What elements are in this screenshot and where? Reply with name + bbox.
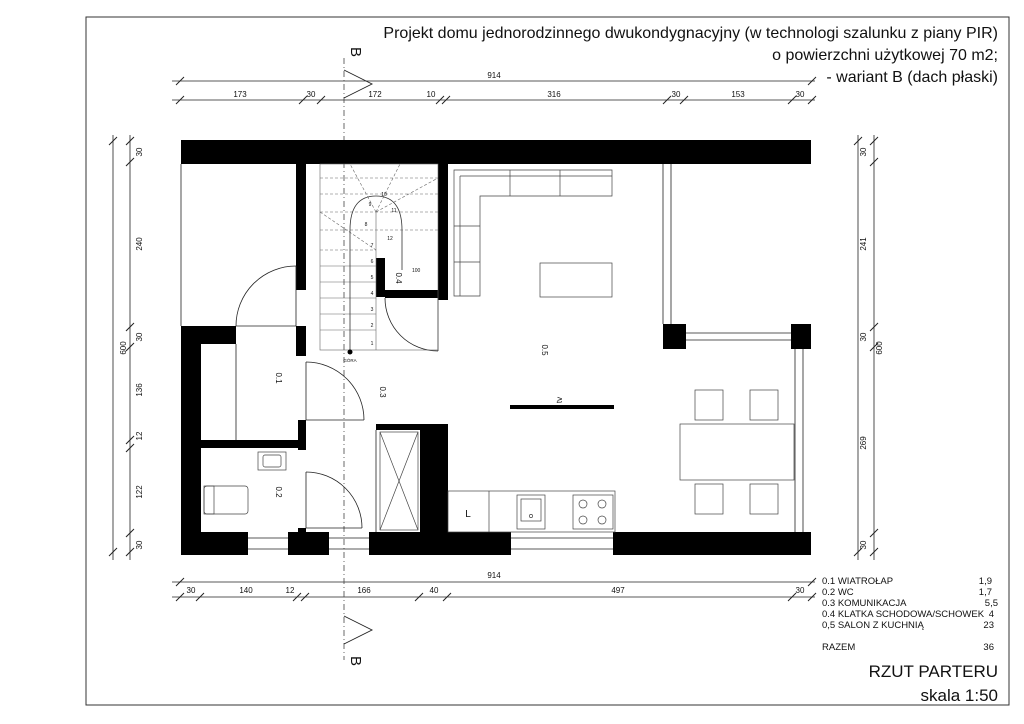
dim-top-seg: 153 bbox=[731, 90, 745, 99]
stair-number: 12 bbox=[387, 236, 393, 242]
stair-number: 7 bbox=[370, 243, 374, 249]
dim-right-seg: 269 bbox=[859, 436, 868, 450]
legend-row bbox=[822, 598, 998, 609]
plan-title: RZUT PARTERU bbox=[868, 662, 998, 681]
legend-label: 0.2 WC bbox=[822, 587, 854, 598]
legend-value: 5,5 bbox=[984, 598, 998, 609]
dining-chair bbox=[695, 484, 723, 514]
dim-bottom-seg: 166 bbox=[357, 586, 371, 595]
room-label-0.2: 0.2 bbox=[274, 486, 283, 498]
legend-value: 23 bbox=[983, 620, 994, 631]
legend-row bbox=[822, 576, 998, 587]
legend-value: 1,7 bbox=[978, 587, 992, 598]
room-label-0.5: 0.5 bbox=[540, 344, 549, 356]
plan-scale: skala 1:50 bbox=[920, 686, 998, 705]
kitchen-counter bbox=[448, 491, 615, 532]
room-label-0.1: 0.1 bbox=[274, 372, 283, 384]
coffee-table bbox=[540, 263, 612, 297]
dim-bottom-seg: 30 bbox=[186, 586, 196, 595]
stair-number: 10 bbox=[381, 192, 387, 198]
tv-unit bbox=[510, 405, 614, 409]
legend-value: 4 bbox=[988, 609, 994, 620]
legend-total-label: RAZEM bbox=[822, 642, 856, 653]
room-label-0.4: 0.4 bbox=[394, 272, 403, 284]
stairs-up-label: GÓRA bbox=[343, 358, 357, 363]
dining-chair bbox=[695, 390, 723, 420]
dim-bottom-seg: 40 bbox=[429, 586, 439, 595]
dim-top-seg: 172 bbox=[368, 90, 382, 99]
legend-value: 1,9 bbox=[978, 576, 992, 587]
stair-number: 4 bbox=[370, 291, 374, 297]
room-label-0.3: 0.3 bbox=[378, 386, 387, 398]
dim-right-seg: 30 bbox=[859, 332, 868, 342]
dining-chair bbox=[750, 390, 778, 420]
dim-left-seg: 30 bbox=[135, 332, 144, 342]
project-title-line3: - wariant B (dach płaski) bbox=[826, 69, 998, 86]
dim-top-seg: 30 bbox=[795, 90, 805, 99]
dim-bottom-seg: 497 bbox=[611, 586, 625, 595]
dim-right-seg: 30 bbox=[859, 147, 868, 157]
staircase bbox=[320, 164, 438, 350]
project-title-line2: o powierzchni użytkowej 70 m2; bbox=[772, 47, 998, 64]
sofa bbox=[454, 170, 612, 296]
dim-left-seg: 30 bbox=[135, 540, 144, 550]
dim-top-total: 914 bbox=[487, 71, 501, 80]
dim-bottom-seg: 12 bbox=[285, 586, 295, 595]
legend-total-value: 36 bbox=[983, 642, 994, 653]
stair-number: 5 bbox=[370, 275, 374, 281]
dining-chair bbox=[750, 484, 778, 514]
dim-top-seg: 30 bbox=[306, 90, 316, 99]
dim-left-seg: 12 bbox=[135, 431, 144, 441]
legend-row bbox=[822, 620, 998, 631]
dim-left-seg: 122 bbox=[135, 485, 144, 499]
dim-right-total: 600 bbox=[875, 341, 884, 355]
legend-total-row bbox=[822, 642, 998, 653]
dim-right-seg: 30 bbox=[859, 540, 868, 550]
legend-label: 0.1 WIATROŁAP bbox=[822, 576, 894, 587]
stair-number: 2 bbox=[370, 323, 374, 329]
legend-label: 0,5 SALON Z KUCHNIĄ bbox=[822, 620, 924, 631]
laundry-label: L bbox=[465, 509, 471, 520]
legend-label: 0.4 KLATKA SCHODOWA/SCHOWEK bbox=[822, 609, 985, 620]
dim-bottom-seg: 140 bbox=[239, 586, 253, 595]
stair-number: 3 bbox=[370, 307, 374, 313]
furniture bbox=[204, 170, 794, 532]
dim-top-seg: 316 bbox=[547, 90, 561, 99]
dim-top-seg: 30 bbox=[671, 90, 681, 99]
dining-table bbox=[680, 424, 794, 480]
legend-row bbox=[822, 609, 998, 620]
cooktop bbox=[573, 495, 613, 529]
doors bbox=[236, 266, 438, 528]
dim-left-seg: 136 bbox=[135, 383, 144, 397]
stair-number: 11 bbox=[391, 208, 397, 214]
dim-left-seg: 30 bbox=[135, 147, 144, 157]
toilet bbox=[204, 486, 248, 514]
dim-bottom-total: 914 bbox=[487, 571, 501, 580]
legend-label: 0.3 KOMUNIKACJA bbox=[822, 598, 907, 609]
stair-number: 8 bbox=[364, 222, 368, 228]
stair-number: 1 bbox=[370, 341, 374, 347]
stair-number: 9 bbox=[368, 202, 372, 208]
tv-label: tv bbox=[555, 396, 564, 404]
section-arrow-bottom bbox=[344, 616, 372, 644]
section-marker-bottom: B bbox=[347, 655, 364, 667]
section-marker-top: B bbox=[347, 46, 364, 58]
dim-left-seg: 240 bbox=[135, 237, 144, 251]
dim-top-seg: 173 bbox=[233, 90, 247, 99]
legend-row bbox=[822, 587, 998, 598]
dim-right-seg: 241 bbox=[859, 237, 868, 251]
stairs-start-dot bbox=[348, 350, 353, 355]
dim-bottom-seg: 30 bbox=[795, 586, 805, 595]
stair-note: 100 bbox=[412, 268, 421, 274]
dim-top-seg: 10 bbox=[426, 90, 436, 99]
dim-left-total: 600 bbox=[119, 341, 128, 355]
stair-number: 6 bbox=[370, 259, 374, 265]
project-title-line1: Projekt domu jednorodzinnego dwukondygnacyjny (w technologi szalunku z piany PIR) bbox=[383, 25, 998, 42]
